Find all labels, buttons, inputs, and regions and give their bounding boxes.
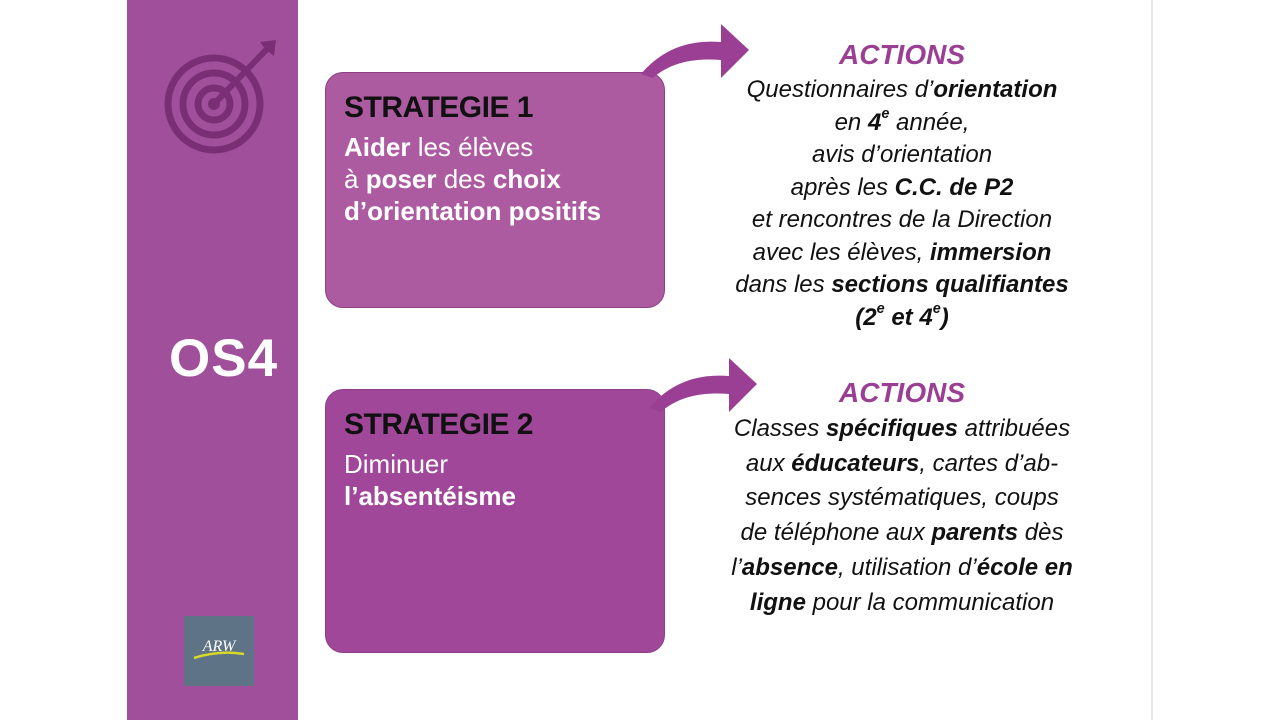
actions-text: après les	[790, 173, 895, 201]
desc-word: l’absentéisme	[344, 481, 516, 511]
actions-bold: ligne	[749, 588, 806, 616]
actions-bold: orientation	[933, 76, 1058, 103]
actions-text: dans les	[735, 271, 832, 298]
actions-bold: école en	[976, 553, 1073, 581]
actions-text: , utilisation d’	[837, 553, 977, 581]
desc-text: des	[436, 164, 493, 194]
sidebar	[127, 0, 298, 720]
actions-text: et rencontres de la Direction	[751, 206, 1053, 233]
target-icon	[162, 38, 282, 158]
strategy-1-box	[325, 72, 665, 308]
actions-bold: parents	[931, 519, 1019, 547]
logo-swoosh-icon	[192, 650, 246, 660]
actions-sup: e	[881, 105, 890, 122]
desc-word: Aider	[344, 132, 411, 162]
actions-text: de téléphone aux	[740, 519, 932, 547]
actions-bold: C.C. de P2	[894, 173, 1014, 201]
actions-text: pour la communication	[805, 588, 1055, 616]
actions-2-title: ACTIONS	[839, 377, 965, 408]
desc-word: choix	[492, 164, 561, 194]
actions-bold: 4	[867, 108, 882, 136]
desc-text: les élèves	[410, 132, 534, 162]
desc-text: à	[344, 164, 366, 194]
actions-1	[675, 38, 1129, 334]
actions-text: l’	[731, 553, 742, 581]
actions-2-body	[675, 412, 1129, 620]
actions-bold: éducateurs	[791, 449, 920, 477]
logo-text: ARW	[202, 638, 236, 655]
page-edge	[1151, 0, 1153, 720]
actions-bold: sections qualifiantes	[831, 271, 1069, 298]
actions-bold: spécifiques	[825, 415, 958, 442]
strategy-1-description	[344, 131, 646, 227]
actions-text: avec les élèves,	[752, 238, 931, 266]
actions-text: avis d’orientation	[811, 141, 993, 168]
slide-page	[127, 0, 1151, 720]
actions-text: Classes	[733, 415, 826, 442]
actions-sup: e	[876, 300, 885, 317]
actions-text: sences systématiques, coups	[745, 484, 1059, 512]
desc-word: poser	[365, 164, 437, 194]
actions-text: Questionnaires d’	[746, 76, 934, 103]
objective-label: OS4	[169, 329, 279, 388]
actions-text: , cartes d’ab-	[919, 449, 1059, 477]
actions-2	[675, 376, 1129, 620]
actions-text: aux	[745, 449, 792, 477]
actions-text: attribuées	[958, 415, 1071, 442]
actions-bold: absence	[741, 553, 838, 581]
actions-bold: (2	[855, 303, 877, 331]
actions-bold: et 4	[884, 303, 933, 331]
strategy-1-title: STRATEGIE 1	[344, 91, 533, 124]
actions-text: année,	[889, 108, 970, 136]
strategy-2-title: STRATEGIE 2	[344, 408, 533, 441]
strategy-2-description	[344, 448, 646, 512]
arw-logo	[184, 616, 254, 686]
actions-1-title: ACTIONS	[839, 39, 965, 70]
actions-text: en	[834, 108, 868, 136]
desc-word: d’orientation positifs	[344, 196, 602, 226]
actions-bold: immersion	[930, 238, 1052, 266]
strategy-2-box	[325, 389, 665, 653]
actions-bold: )	[940, 303, 949, 331]
actions-sup: e	[932, 300, 941, 317]
desc-text: Diminuer	[344, 449, 449, 479]
actions-text: dès	[1018, 519, 1064, 547]
actions-1-body	[675, 74, 1129, 334]
